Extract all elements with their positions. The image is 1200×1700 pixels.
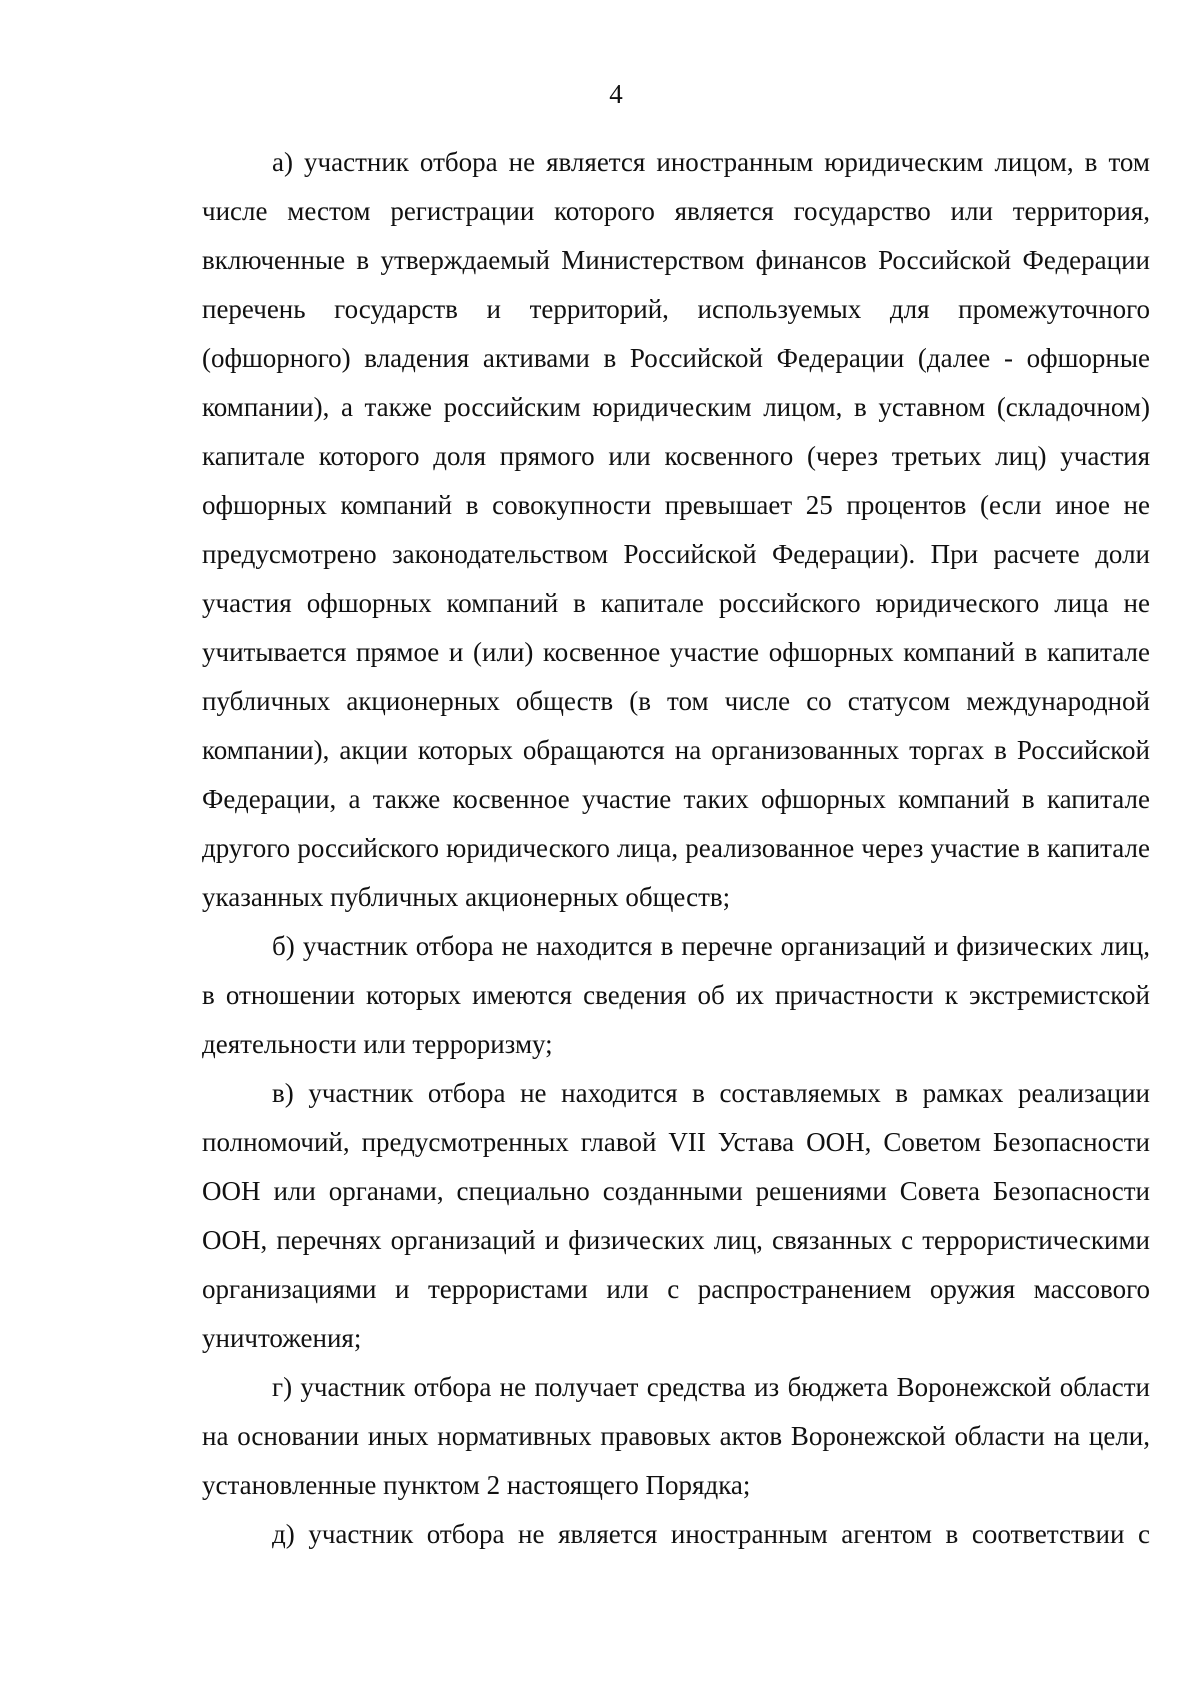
paragraph-d: д) участник отбора не является иностранным агентом в соответствии с [272,1519,1150,1549]
paragraph-b: б) участник отбора не находится в перечне организаций и физических лиц, в отношении которых имеются сведения об их причастности к экстремистской деятельности или терроризму; [202,931,1150,1059]
paragraph-a: а) участник отбора не является иностранным юридическим лицом, в том числе местом регистрации которого является государство или территория, включенные в утверждаемый Министерством финансов Российской Федерации перечень государств и территорий, используемых для промежуточного (офшорного) владения активами в Российской Федерации (далее - офшорные компании), а также российским юридическим лицом, в уставном (складочном) капитале которого доля прямого или косвенного (через третьих лиц) участия офшорных компаний в совокупности превышает 25 процентов (если иное не предусмотрено законодательством Российской Федерации). При расчете доли участия офшорных компаний в капитале российского юридического лица не учитывается прямое и (или) косвенное участие офшорных компаний в капитале публичных акционерных обществ (в том числе со статусом международной компании), акции которых обращаются на организованных торгах в Российской Федерации, а также косвенное участие таких офшорных компаний в капитале другого российского юридического лица, реализованное через участие в капитале указанных публичных акционерных обществ; [202,147,1150,912]
paragraph-v: в) участник отбора не находится в составляемых в рамках реализации полномочий, предусмотренных главой VII Устава ООН, Советом Безопасности ООН или органами, специально созданными решениями Совета Безопасности ООН, перечнях организаций и физических лиц, связанных с террористическими организациями и террористами или с распространением оружия массового уничтожения; [202,1078,1150,1353]
page-number: 4 [609,79,623,109]
paragraph-g: г) участник отбора не получает средства из бюджета Воронежской области на основании иных нормативных правовых актов Воронежской области на цели, установленные пунктом 2 настоящего Порядка; [202,1372,1150,1500]
document-body [202,138,1150,1559]
